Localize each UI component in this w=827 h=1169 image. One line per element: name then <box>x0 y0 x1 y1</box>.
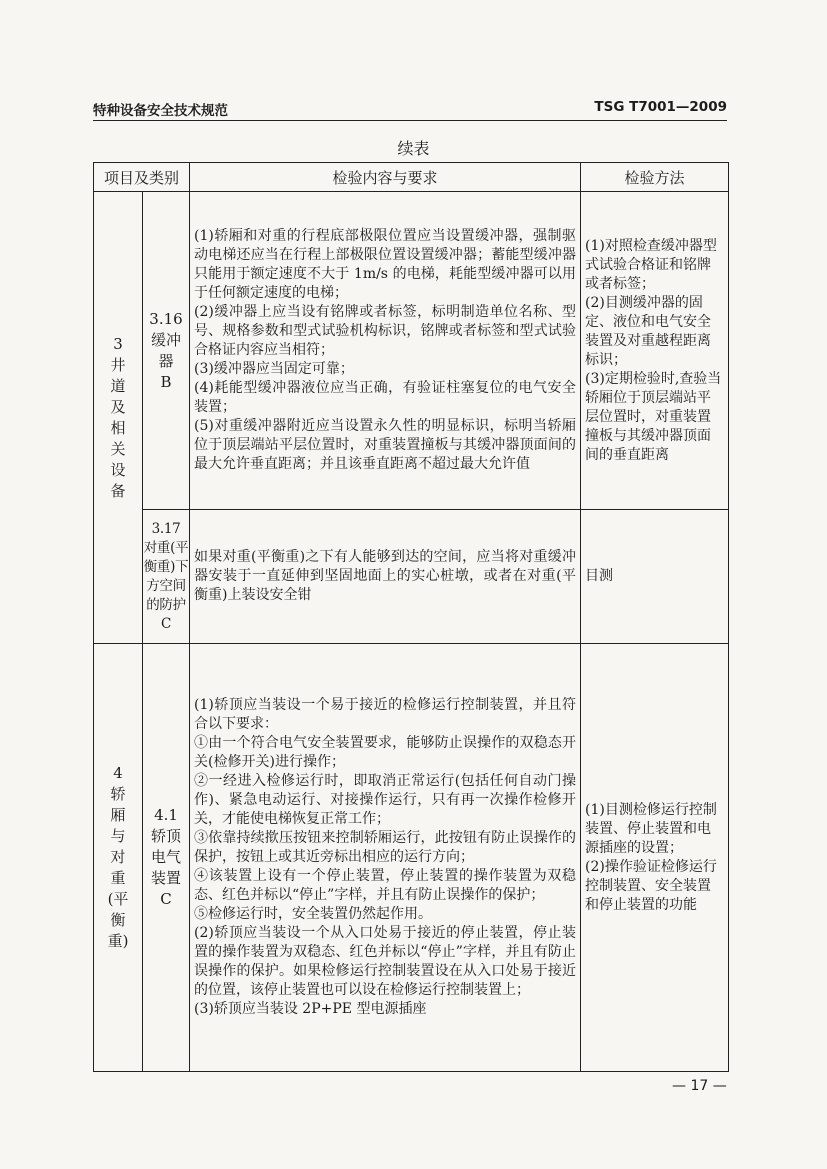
item-line: 衡重)下 <box>143 558 189 575</box>
content-paragraph: ④该装置上设有一个停止装置，停止装置的操作装置为双稳态、红色并标以“停止”字样，并且有防止误操作的保护； <box>194 868 577 903</box>
content-paragraph: ③依靠持续揿压按钮来控制轿厢运行，此按钮有防止误操作的保护，按钮上或其近旁标出相应的运行方向； <box>194 830 577 865</box>
method-paragraph: (3)定期检验时,查验当轿厢位于顶层端站平层位置时，对重装置撞板与其缓冲器顶面间的垂直距离 <box>585 370 722 463</box>
item-line: B <box>160 372 172 391</box>
item-line: C <box>160 890 172 908</box>
category-cell-3 <box>94 192 143 644</box>
item-line: 4.1 <box>154 806 178 824</box>
header-content: 检验内容与要求 <box>190 163 581 192</box>
item-cell-4-1 <box>143 644 190 1072</box>
page-header <box>93 96 727 121</box>
category-line: 设 <box>110 460 126 479</box>
item-line: 轿顶 <box>151 827 182 845</box>
content-paragraph: (5)对重缓冲器附近应当设置永久性的明显标识，标明当轿厢位于顶层端站平层位置时，对重装置撞板与其缓冲器顶面间的最大允许垂直距离；并且该垂直距离不超过最大允许值 <box>194 418 577 472</box>
table-row <box>94 644 729 1072</box>
method-cell-4-1 <box>581 644 729 1072</box>
category-line: 相 <box>110 418 126 437</box>
content-paragraph: (2)轿顶应当装设一个从入口处易于接近的停止装置，停止装置的操作装置为双稳态、红色并标以“停止”字样，并且有防止误操作的保护。如果检修运行控制装置设在从入口处易于接近的位置，该停止装置也可以设在检修运行控制装置上； <box>194 925 577 998</box>
content-paragraph: (1)轿厢和对重的行程底部极限位置应当设置缓冲器，强制驱动电梯还应当在行程上部极限位置设置缓冲器；蓄能型缓冲器只能用于额定速度不大于 1m/s 的电梯，耗能型缓冲器可以用于任何额定速度的电梯； <box>194 228 577 301</box>
item-line: 3.16 <box>149 309 183 328</box>
method-paragraph: (1)目测检修运行控制装置、停止装置和电源插座的设置； <box>585 801 717 856</box>
item-line: 3.17 <box>151 520 181 537</box>
continued-table-label: 续表 <box>397 139 430 158</box>
item-cell-3-17 <box>143 510 190 644</box>
content-cell-4-1 <box>190 644 581 1072</box>
content-paragraph: (2)缓冲器上应当设有铭牌或者标签，标明制造单位名称、型号、规格参数和型式试验机构标识，铭牌或者标签和型式试验合格证内容应当相符； <box>194 304 577 358</box>
table-row <box>94 510 729 644</box>
category-line: 对 <box>110 848 126 866</box>
content-paragraph: (3)轿顶应当装设 2P+PE 型电源插座 <box>194 1001 427 1017</box>
item-line: 装置 <box>151 869 182 887</box>
method-paragraph: (2)操作验证检修运行控制装置、安全装置和停止装置的功能 <box>585 858 717 913</box>
category-line: 及 <box>110 397 126 416</box>
content-paragraph: (1)轿顶应当装设一个易于接近的检修运行控制装置，并且符合以下要求： <box>194 697 577 732</box>
content-paragraph: ⑤检修运行时，安全装置仍然起作用。 <box>194 906 433 922</box>
header-category: 项目及类别 <box>94 163 190 192</box>
category-line: 重) <box>107 932 129 950</box>
item-line: 对重(平 <box>143 539 189 556</box>
category-line: 与 <box>110 827 126 845</box>
header-right-code: TSG T7001—2009 <box>594 99 727 115</box>
content-paragraph: 如果对重(平衡重)之下有人能够到达的空间，应当将对重缓冲器安装于一直延伸到坚固地面上的实心桩墩，或者在对重(平衡重)上装设安全钳 <box>194 549 577 603</box>
item-line: 的防护 <box>146 596 186 613</box>
method-cell-3-16 <box>581 192 729 510</box>
item-line: 方空间 <box>146 577 186 594</box>
inspection-table <box>93 162 729 1072</box>
header-left-title: 特种设备安全技术规范 <box>93 103 228 119</box>
category-line: (平 <box>107 890 129 908</box>
table-header-row <box>94 163 729 192</box>
page-number: — 17 — <box>672 1078 727 1094</box>
content-cell-3-16 <box>190 192 581 510</box>
item-line: 缓冲 <box>151 330 182 349</box>
content-paragraph: (4)耗能型缓冲器液位应当正确，有验证柱塞复位的电气安全装置； <box>194 380 577 415</box>
category-line: 关 <box>110 439 126 458</box>
method-paragraph: (2)目测缓冲器的固定、液位和电气安全装置及对重越程距离标识； <box>585 294 712 368</box>
method-cell-3-17 <box>581 510 729 644</box>
category-line: 道 <box>110 376 126 395</box>
content-paragraph: ①由一个符合电气安全装置要求，能够防止误操作的双稳态开关(检修开关)进行操作； <box>194 735 577 770</box>
category-line: 重 <box>110 869 126 887</box>
item-line: 器 <box>158 351 174 370</box>
method-paragraph: 目测 <box>585 568 614 584</box>
category-line: 厢 <box>110 806 126 824</box>
category-line: 备 <box>110 481 126 500</box>
item-cell-3-16 <box>143 192 190 510</box>
category-cell-4 <box>94 644 143 1072</box>
method-paragraph: (1)对照检查缓冲器型式试验合格证和铭牌或者标签； <box>585 237 717 292</box>
category-line: 4 <box>113 764 123 782</box>
item-line: C <box>160 615 172 632</box>
header-method: 检验方法 <box>581 163 729 192</box>
item-line: 电气 <box>151 848 182 866</box>
content-paragraph: (3)缓冲器应当固定可靠； <box>194 361 354 377</box>
category-line: 井 <box>110 355 126 374</box>
content-paragraph: ②一经进入检修运行时，即取消正常运行(包括任何自动门操作)、紧急电动运行、对接操作运行，只有再一次操作检修开关，才能使电梯恢复正常工作； <box>194 773 577 827</box>
category-line: 3 <box>113 334 123 353</box>
content-cell-3-17 <box>190 510 581 644</box>
category-line: 轿 <box>110 785 126 803</box>
table-row <box>94 192 729 510</box>
category-line: 衡 <box>110 911 126 929</box>
